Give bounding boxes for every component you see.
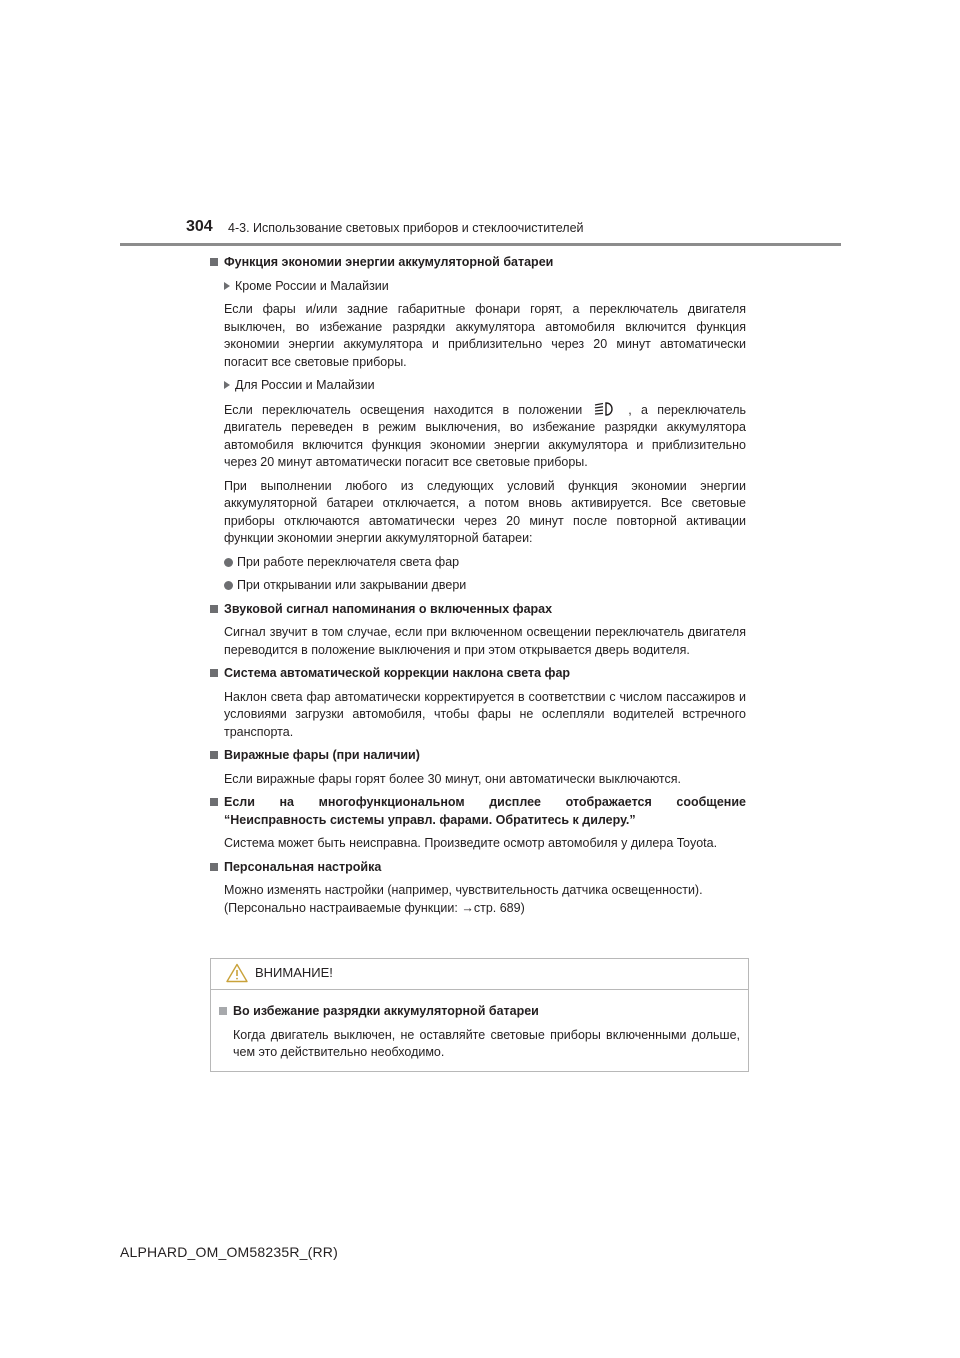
section-heading-personal-settings: Персональная настройка [210,859,746,877]
circle-bullet-icon [224,558,233,567]
section-heading-auto-leveling: Система автоматической коррекции наклона света фар [210,665,746,683]
paragraph: Сигнал звучит в том случае, если при включенном освещении переключатель двигателя переводится в положение выключения и при этом открывается дверь водителя. [224,625,746,657]
warning-header [211,959,748,990]
warning-title: ВНИМАНИЕ! [255,965,333,980]
square-bullet-icon [210,751,218,759]
page-number: 304 [186,218,213,235]
subsection-label: Для России и Малайзии [210,377,746,395]
paragraph: Если переключатель освещения находится в положении , а переключатель двигатель переведен в режим выключения, во избежание разрядки аккумулятора автомобиля включится функция экономии энергии аккумулятора и приблизительно через 20 минут автоматически погасит все световые приборы. [224,402,746,469]
page-header [0,0,960,250]
warning-triangle-icon [226,963,248,983]
square-bullet-icon [210,669,218,677]
list-item: При открывании или закрывании двери [210,577,746,595]
warning-body [211,990,748,1062]
section-heading-battery-saver: Функция экономии энергии аккумуляторной батареи [210,254,746,272]
main-content [210,254,746,917]
section-heading-cornering-lights: Виражные фары (при наличии) [210,747,746,765]
square-bullet-icon [219,1007,227,1015]
headlight-icon [592,401,618,417]
paragraph: Если фары и/или задние габаритные фонари горят, а переключатель двигателя выключен, во избежание разрядки аккумулятора автомобиля включится функция экономии энергии аккумулятора и приблизительно через 20 минут автоматически погасит все световые приборы. [224,302,746,369]
triangle-bullet-icon [224,282,230,290]
paragraph: Если виражные фары горят более 30 минут, они автоматически выключаются. [224,771,682,786]
chapter-title: 4-3. Использование световых приборов и стеклоочистителей [228,221,584,235]
triangle-bullet-icon [224,381,230,389]
paragraph: Можно изменять настройки (например, чувствительность датчика освещенности). (Персонально настраиваемые функции: →стр. 689) [224,883,703,915]
paragraph: Система может быть неисправна. Произведите осмотр автомобиля у дилера Toyota. [224,836,718,850]
warning-box [210,958,749,1072]
list-item: При работе переключателя света фар [210,554,746,572]
warning-heading: Во избежание разрядки аккумуляторной батареи [219,1003,740,1021]
subsection-label: Кроме России и Малайзии [210,278,746,296]
warning-text: Когда двигатель выключен, не оставляйте световые приборы включенными дольше, чем это действительно необходимо. [233,1027,740,1059]
paragraph: Наклон света фар автоматически корректируется в соответствии с числом пассажиров и условиями загрузки автомобиля, чтобы фары не ослепляли водителей встречного транспорта. [224,689,746,739]
square-bullet-icon [210,258,218,266]
paragraph: При выполнении любого из следующих условий функция экономии энергии аккумуляторной батареи отключается, а потом вновь активируется. Все световые приборы отключаются автоматически через 20 минут после повторной активации функции экономии энергии аккумуляторной батареи: [224,478,746,545]
section-heading-malfunction-message: Если на многофункциональном дисплее отображается сообщение “Неисправность системы управл. фарами. Обратитесь к дилеру.” [210,794,746,829]
page-reference: (Персонально настраиваемые функции: →стр. 689) [224,900,525,915]
section-heading-reminder-buzzer: Звуковой сигнал напоминания о включенных фарах [210,601,746,619]
manual-code: ALPHARD_OM_OM58235R_(RR) [120,1244,338,1260]
square-bullet-icon [210,605,218,613]
circle-bullet-icon [224,581,233,590]
header-divider [120,243,841,246]
square-bullet-icon [210,798,218,806]
square-bullet-icon [210,863,218,871]
